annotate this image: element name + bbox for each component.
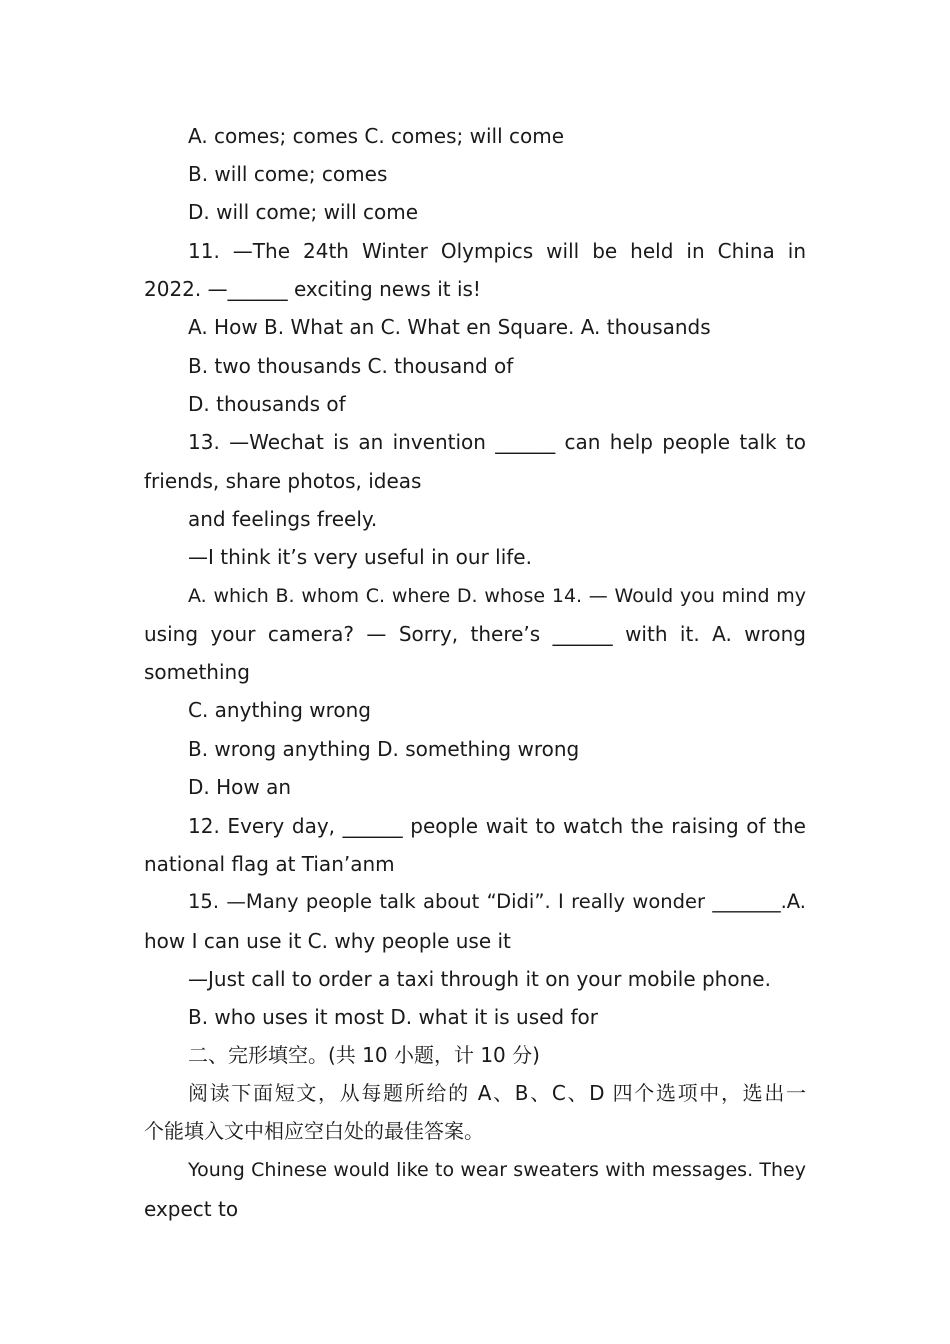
text-line: D. thousands of xyxy=(188,392,346,416)
text-line: A. which B. whom C. where D. whose 14. — Would you mind my xyxy=(188,585,806,607)
text-line: D. will come; will come xyxy=(188,200,419,224)
text-line: 15. —Many people talk about “Didi”. I really wonder _______.A. xyxy=(188,890,806,913)
text-line: D. How an xyxy=(188,775,292,799)
text-line: national flag at Tian’anm xyxy=(144,852,395,876)
text-line: 11. —The 24th Winter Olympics will be held in China in xyxy=(188,239,806,263)
text-line: friends, share photos, ideas xyxy=(144,469,422,493)
text-line: B. two thousands C. thousand of xyxy=(188,354,514,378)
text-line: and feelings freely. xyxy=(188,507,378,531)
text-line: 2022. —______ exciting news it is! xyxy=(144,277,481,301)
section-heading: 二、完形填空。(共 10 小题，计 10 分) xyxy=(188,1043,540,1067)
text-line: C. anything wrong xyxy=(188,698,371,722)
text-line: something xyxy=(144,660,250,684)
text-line: —Just call to order a taxi through it on your mobile phone. xyxy=(188,967,771,991)
text-line: 13. —Wechat is an invention ______ can help people talk to xyxy=(188,430,806,454)
text-line: how I can use it C. why people use it xyxy=(144,929,511,953)
text-line: using your camera? — Sorry, there’s ______ with it. A. wrong xyxy=(144,622,806,646)
text-line: A. comes; comes C. comes; will come xyxy=(188,124,564,148)
text-line: B. wrong anything D. something wrong xyxy=(188,737,580,761)
text-line: A. How B. What an C. What en Square. A. thousands xyxy=(188,315,711,339)
passage-line: Young Chinese would like to wear sweaters with messages. They xyxy=(188,1159,806,1181)
instruction-line: 阅读下面短文，从每题所给的 A、B、C、D 四个选项中，选出一 xyxy=(188,1081,806,1105)
passage-line: expect to xyxy=(144,1197,239,1221)
text-line: 12. Every day, ______ people wait to watch the raising of the xyxy=(188,814,806,838)
text-line: —I think it’s very useful in our life. xyxy=(188,545,532,569)
text-line: B. who uses it most D. what it is used for xyxy=(188,1005,598,1029)
instruction-line: 个能填入文中相应空白处的最佳答案。 xyxy=(144,1119,484,1143)
text-line: B. will come; comes xyxy=(188,162,388,186)
